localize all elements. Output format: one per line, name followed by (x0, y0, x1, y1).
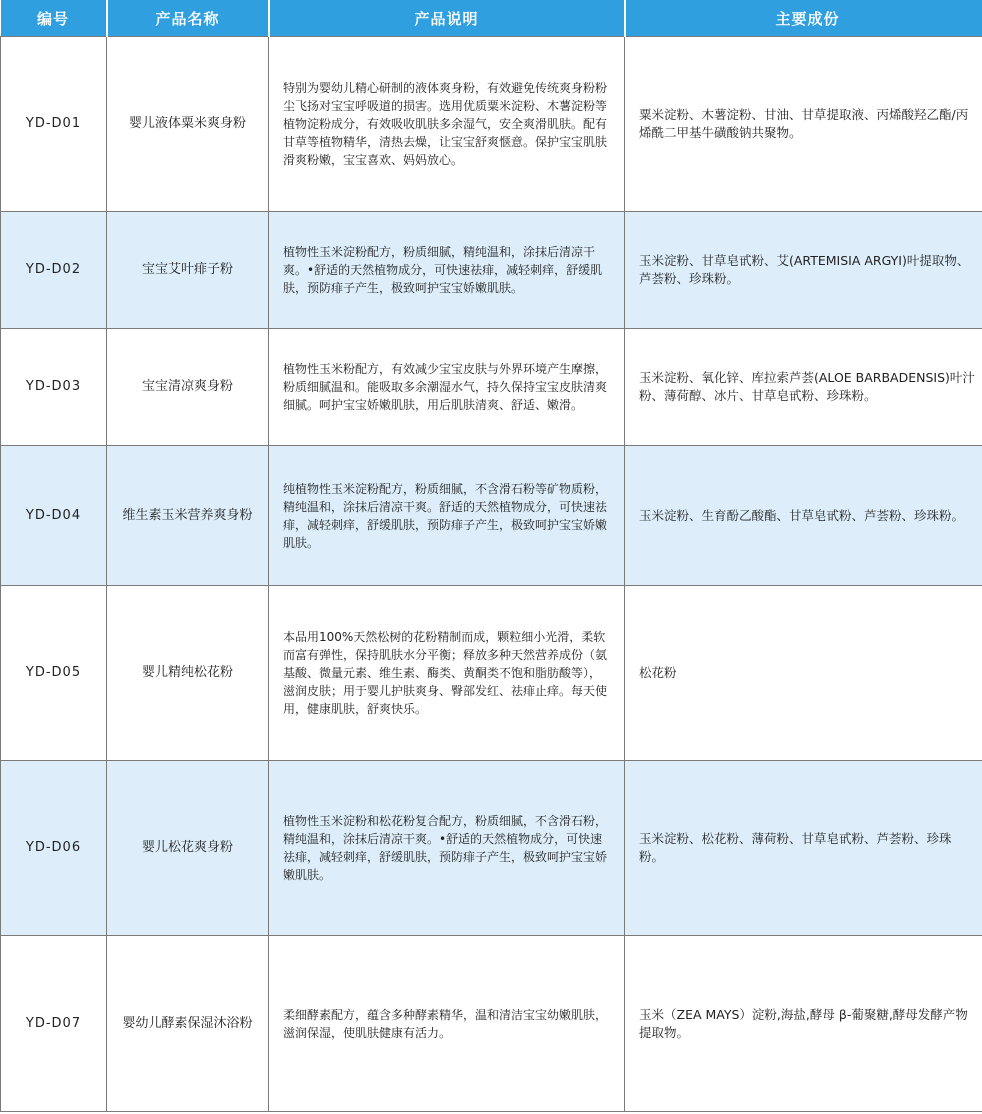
product-code: YD-D04 (1, 446, 107, 586)
header-name: 产品名称 (107, 0, 269, 37)
description-text: 植物性玉米淀粉和松花粉复合配方，粉质细腻，不含滑石粉，精纯温和，涂抹后清凉干爽。•舒适的天然植物成分，可快速祛痱，减轻刺痒，舒缓肌肤，预防痱子产生，极致呵护宝宝娇嫩肌肤。 (283, 814, 608, 882)
table-row (1, 446, 982, 586)
product-ingredients (625, 446, 982, 586)
header-row (1, 0, 982, 37)
product-description (269, 586, 625, 761)
product-name: 婴儿精纯松花粉 (107, 586, 269, 761)
header-code: 编号 (1, 0, 107, 37)
product-name: 宝宝艾叶痱子粉 (107, 212, 269, 329)
product-ingredients (625, 212, 982, 329)
description-text: 柔细酵素配方，蕴含多种酵素精华，温和清洁宝宝幼嫩肌肤，滋润保湿，使肌肤健康有活力。 (283, 1007, 608, 1040)
ingredients-text: 粟米淀粉、木薯淀粉、甘油、甘草提取液、丙烯酸羟乙酯/丙烯酰二甲基牛磺酸钠共聚物。 (639, 107, 969, 140)
product-description (269, 761, 625, 936)
ingredients-text: 玉米淀粉、生育酚乙酸酯、甘草皂甙粉、芦荟粉、珍珠粉。 (639, 507, 965, 523)
description-text: 植物性玉米淀粉配方，粉质细腻，精纯温和，涂抹后清凉干爽。•舒适的天然植物成分，可快速祛痱，减轻刺痒，舒缓肌肤，预防痱子产生，极致呵护宝宝娇嫩肌肤。 (283, 245, 603, 295)
product-code: YD-D07 (1, 936, 107, 1112)
product-description (269, 446, 625, 586)
table-row (1, 37, 982, 212)
product-name: 维生素玉米营养爽身粉 (107, 446, 269, 586)
description-text: 本品用100%天然松树的花粉精制而成，颗粒细小光滑，柔软而富有弹性，保持肌肤水分平衡；释放多种天然营养成份（氨基酸、微量元素、维生素、酶类、黄酮类不饱和脂肪酸等），滋润皮肤；用于婴儿护肤爽身、臀部发红、祛痱止痒。每天使用，健康肌肤，舒爽快乐。 (283, 630, 608, 716)
product-ingredients (625, 761, 982, 936)
product-description (269, 212, 625, 329)
table-row (1, 212, 982, 329)
ingredients-text: 玉米淀粉、松花粉、薄荷粉、甘草皂甙粉、芦荟粉、珍珠粉。 (639, 831, 952, 864)
ingredients-text: 玉米淀粉、甘草皂甙粉、艾(ARTEMISIA ARGYI)叶提取物、芦荟粉、珍珠粉。 (639, 253, 970, 286)
table-row (1, 329, 982, 446)
product-code: YD-D01 (1, 37, 107, 212)
table-row (1, 936, 982, 1112)
product-ingredients (625, 586, 982, 761)
ingredients-text: 玉米淀粉、氧化锌、库拉索芦荟(ALOE BARBADENSIS)叶汁粉、薄荷醇、冰片、甘草皂甙粉、珍珠粉。 (639, 370, 975, 403)
description-text: 特别为婴幼儿精心研制的液体爽身粉，有效避免传统爽身粉粉尘飞扬对宝宝呼吸道的损害。选用优质粟米淀粉、木薯淀粉等植物淀粉成分，有效吸收肌肤多余湿气，安全爽滑肌肤。配有甘草等植物精华，清热去燥，让宝宝舒爽惬意。保护宝宝肌肤滑爽粉嫩，宝宝喜欢、妈妈放心。 (283, 81, 608, 167)
product-code: YD-D02 (1, 212, 107, 329)
description-text: 纯植物性玉米淀粉配方，粉质细腻，不含滑石粉等矿物质粉，精纯温和，涂抹后清凉干爽。舒适的天然植物成分，可快速祛痱，减轻刺痒，舒缓肌肤，预防痱子产生，极致呵护宝宝娇嫩肌肤。 (283, 481, 608, 550)
ingredients-text: 松花粉 (639, 665, 677, 680)
product-description (269, 37, 625, 212)
header-description: 产品说明 (269, 0, 625, 37)
product-name: 婴幼儿酵素保湿沐浴粉 (107, 936, 269, 1112)
product-code: YD-D06 (1, 761, 107, 936)
product-name: 婴儿松花爽身粉 (107, 761, 269, 936)
product-ingredients (625, 37, 982, 212)
product-code: YD-D05 (1, 586, 107, 761)
product-code: YD-D03 (1, 329, 107, 446)
product-ingredients (625, 936, 982, 1112)
header-ingredients: 主要成份 (625, 0, 982, 37)
product-description (269, 936, 625, 1112)
product-ingredients (625, 329, 982, 446)
product-description (269, 329, 625, 446)
table-row (1, 761, 982, 936)
description-text: 植物性玉米粉配方，有效减少宝宝皮肤与外界环境产生摩擦，粉质细腻温和。能吸取多余潮湿水气，持久保持宝宝皮肤清爽细腻。呵护宝宝娇嫩肌肤，用后肌肤清爽、舒适、嫩滑。 (283, 362, 608, 412)
table-row (1, 586, 982, 761)
ingredients-text: 玉米（ZEA MAYS）淀粉,海盐,酵母 β-葡聚糖,酵母发酵产物提取物。 (639, 1006, 968, 1040)
product-name: 婴儿液体粟米爽身粉 (107, 37, 269, 212)
product-name: 宝宝清凉爽身粉 (107, 329, 269, 446)
